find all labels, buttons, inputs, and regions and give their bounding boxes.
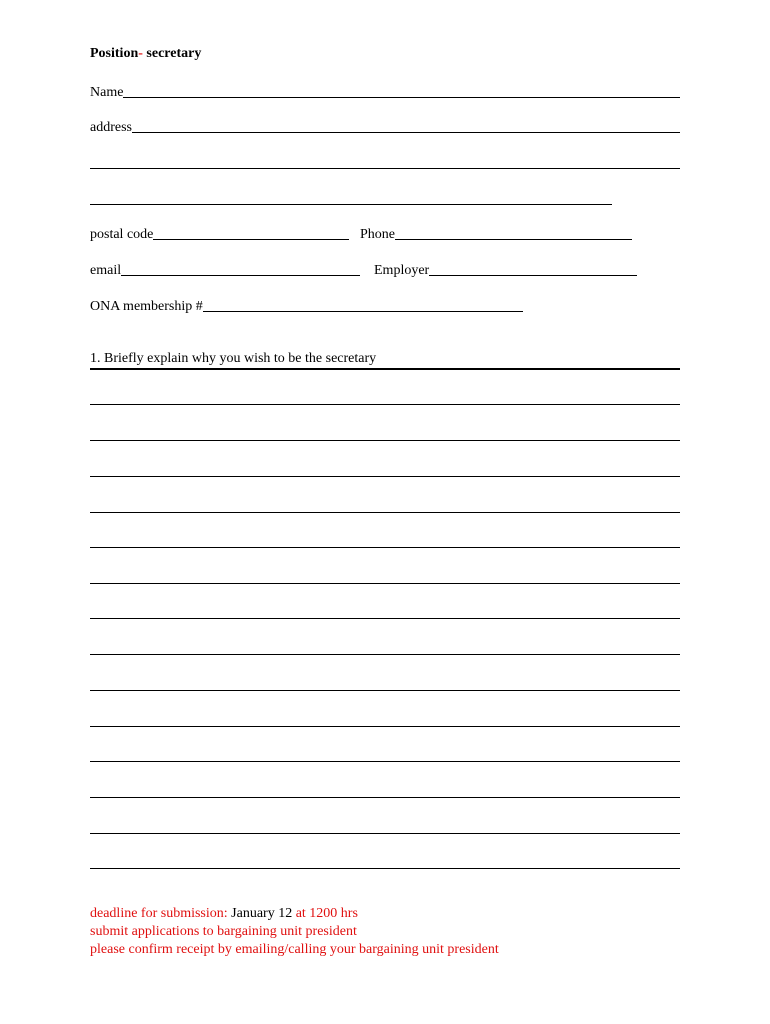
deadline-line <box>90 905 499 923</box>
postal-code-input-line[interactable] <box>153 226 349 240</box>
title-dash: - <box>138 46 143 61</box>
answer-line[interactable] <box>90 404 680 405</box>
answer-line[interactable] <box>90 833 680 834</box>
postal-code-label: postal code <box>90 227 154 242</box>
email-input-line[interactable] <box>121 262 360 276</box>
phone-field[interactable] <box>360 225 632 243</box>
deadline-date: January 12 <box>231 906 293 921</box>
deadline-label: deadline for submission: <box>90 906 232 921</box>
answer-line[interactable] <box>90 690 680 691</box>
submit-instructions: submit applications to bargaining unit president <box>90 924 357 939</box>
address-field[interactable] <box>90 118 680 136</box>
email-label: email <box>90 263 122 278</box>
form-title <box>90 46 201 62</box>
address-input-line[interactable] <box>132 119 680 133</box>
answer-line[interactable] <box>90 654 680 655</box>
answer-line[interactable] <box>90 512 680 513</box>
postal-code-field[interactable] <box>90 225 349 243</box>
answer-line[interactable] <box>90 797 680 798</box>
address-line-3[interactable] <box>90 204 612 205</box>
answer-line[interactable] <box>90 868 680 869</box>
answer-line[interactable] <box>90 583 680 584</box>
email-field[interactable] <box>90 261 360 279</box>
ona-membership-input-line[interactable] <box>203 298 523 312</box>
answer-line[interactable] <box>90 476 680 477</box>
answer-line[interactable] <box>90 440 680 441</box>
name-label: Name <box>90 85 124 100</box>
phone-label: Phone <box>360 227 395 242</box>
answer-line[interactable] <box>90 726 680 727</box>
answer-line[interactable] <box>90 761 680 762</box>
phone-input-line[interactable] <box>395 226 632 240</box>
title-value: secretary <box>142 46 202 61</box>
address-line-2[interactable] <box>90 168 680 169</box>
ona-membership-field[interactable] <box>90 297 523 315</box>
employer-label: Employer <box>374 263 430 278</box>
ona-membership-label: ONA membership # <box>90 299 203 314</box>
submission-instructions <box>90 905 499 959</box>
answer-line[interactable] <box>90 618 680 619</box>
employer-field[interactable] <box>374 261 637 279</box>
deadline-time: at 1200 hrs <box>292 906 358 921</box>
employer-input-line[interactable] <box>429 262 637 276</box>
question-1: 1. Briefly explain why you wish to be the secretary <box>90 350 680 370</box>
name-input-line[interactable] <box>123 84 680 98</box>
address-label: address <box>90 120 132 135</box>
confirm-instructions: please confirm receipt by emailing/calling your bargaining unit president <box>90 942 499 957</box>
answer-line[interactable] <box>90 547 680 548</box>
name-field[interactable] <box>90 83 680 101</box>
title-label: Position <box>90 46 139 61</box>
